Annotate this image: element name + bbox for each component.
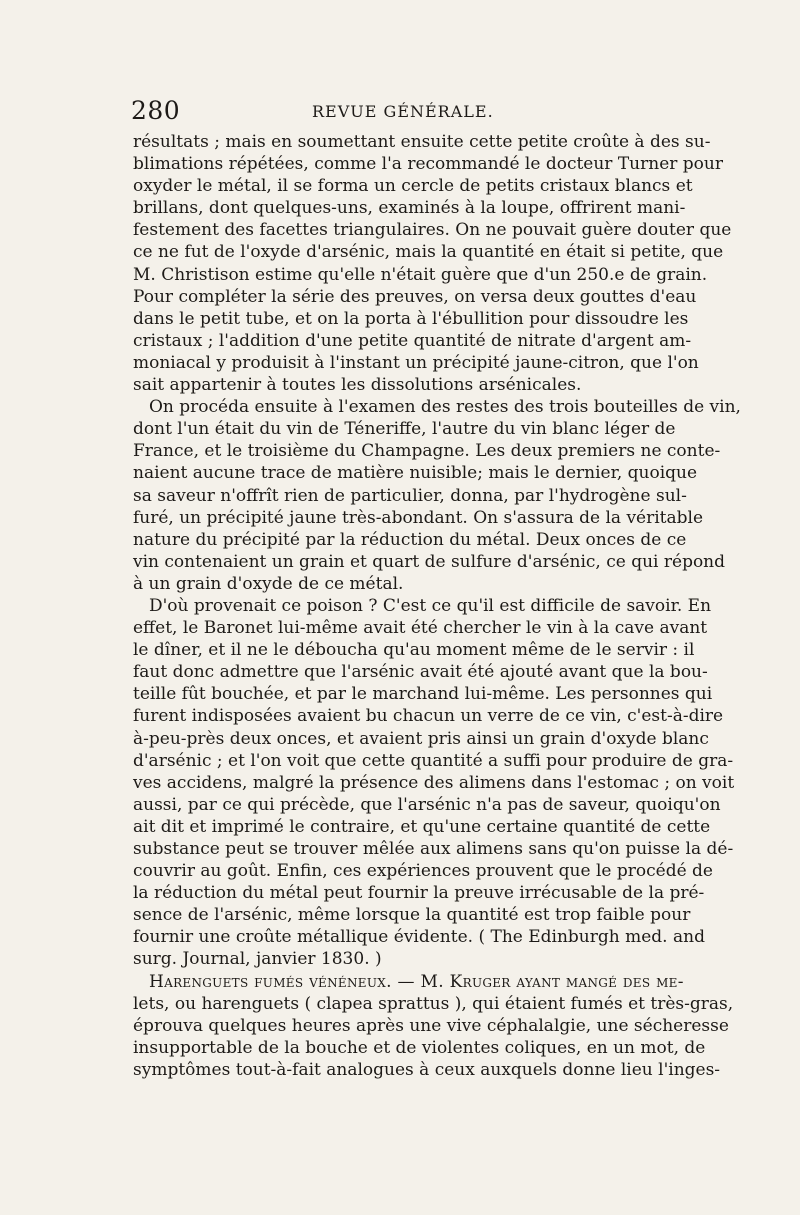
text-line: effet, le Baronet lui-même avait été chercher le vin à la cave avant [133,618,708,639]
text-line: furent indisposées avaient bu chacun un verre de ce vin, c'est-à-dire [133,706,724,727]
page-number: 280 [131,96,181,125]
text-line: festement des facettes triangulaires. On ne pouvait guère douter que [133,220,732,241]
text-line: résultats ; mais en soumettant ensuite cette petite croûte à des su- [133,132,711,152]
text-line: cristaux ; l'addition d'une petite quantité de nitrate d'argent am- [133,330,692,351]
text-line: symptômes tout-à-fait analogues à ceux auxquels donne lieu l'inges- [133,1059,721,1080]
text-line: brillans, dont quelques-uns, examinés à la loupe, offrirent mani- [133,198,686,219]
body-text [133,131,741,1081]
text-line: dans le petit tube, et on la porta à l'ébullition pour dissoudre les [133,308,689,329]
text-line: ves accidens, malgré la présence des alimens dans l'estomac ; on voit [133,772,735,793]
text-line: oxyder le métal, il se forma un cercle de petits cristaux blancs et [133,176,693,197]
text-line: le dîner, et il ne le déboucha qu'au moment même de le servir : il [133,640,695,661]
text-line: naient aucune trace de matière nuisible; mais le dernier, quoique [133,463,698,484]
text-line: insupportable de la bouche et de violentes coliques, en un mot, de [133,1037,706,1058]
page-header [131,96,661,126]
text-line: dont l'un était du vin de Téneriffe, l'autre du vin blanc léger de [133,419,676,440]
text-line: M. Christison estime qu'elle n'était guère que d'un 250.e de grain. [133,264,708,285]
text-line: d'arsénic ; et l'on voit que cette quantité a suffi pour produire de gra- [133,750,734,771]
text-line: ait dit et imprimé le contraire, et qu'une certaine quantité de cette [133,816,711,837]
text-line: vin contenaient un grain et quart de sulfure d'arsénic, ce qui répond [133,551,726,572]
text-line: D'où provenait ce poison ? C'est ce qu'il est difficile de savoir. En [149,595,712,616]
text-line: furé, un précipité jaune très-abondant. On s'assura de la véritable [133,507,704,528]
text-line: lets, ou harenguets ( clapea sprattus ), qui étaient fumés et très-gras, [133,993,734,1014]
text-line: aussi, par ce qui précède, que l'arsénic n'a pas de saveur, quoiqu'on [133,794,721,815]
text-line: nature du précipité par la réduction du métal. Deux onces de ce [133,529,687,550]
text-line: couvrir au goût. Enfin, ces expériences prouvent que le procédé de [133,861,713,882]
text-line: sa saveur n'offrît rien de particulier, donna, par l'hydrogène sul- [133,485,687,506]
text-line: éprouva quelques heures après une vive céphalalgie, une sécheresse [133,1015,729,1036]
text-line: fournir une croûte métallique évidente. ( The Edinburgh med. and [133,927,705,948]
running-head: REVUE GÉNÉRALE. [312,102,494,121]
text-line: ce ne fut de l'oxyde d'arsénic, mais la quantité en était si petite, que [133,242,724,263]
text-line: France, et le troisième du Champagne. Les deux premiers ne conte- [133,441,721,462]
text-line: à un grain d'oxyde de ce métal. [133,573,404,594]
text-line: la réduction du métal peut fournir la preuve irrécusable de la pré- [133,883,705,904]
text-line: blimations répétées, comme l'a recommandé le docteur Turner pour [133,154,723,175]
text-line: Harenguets fumés vénéneux. — M. Kruger ayant mangé des me- [149,971,684,992]
text-line: substance peut se trouver mêlée aux alimens sans qu'on puisse la dé- [133,839,734,859]
text-line: On procéda ensuite à l'examen des restes des trois bouteilles de vin, [149,397,741,418]
text-line: surg. Journal, janvier 1830. ) [133,949,382,970]
text-line: sence de l'arsénic, même lorsque la quantité est trop faible pour [133,905,691,926]
text-line: sait appartenir à toutes les dissolutions arsénicales. [133,375,582,396]
text-line: moniacal y produisit à l'instant un précipité jaune-citron, que l'on [133,352,699,373]
text-line: faut donc admettre que l'arsénic avait été ajouté avant que la bou- [133,662,708,683]
text-line: à-peu-près deux onces, et avaient pris ainsi un grain d'oxyde blanc [133,728,709,749]
text-line: teille fût bouchée, et par le marchand lui-même. Les personnes qui [133,684,713,705]
text-line: Pour compléter la série des preuves, on versa deux gouttes d'eau [133,286,697,307]
